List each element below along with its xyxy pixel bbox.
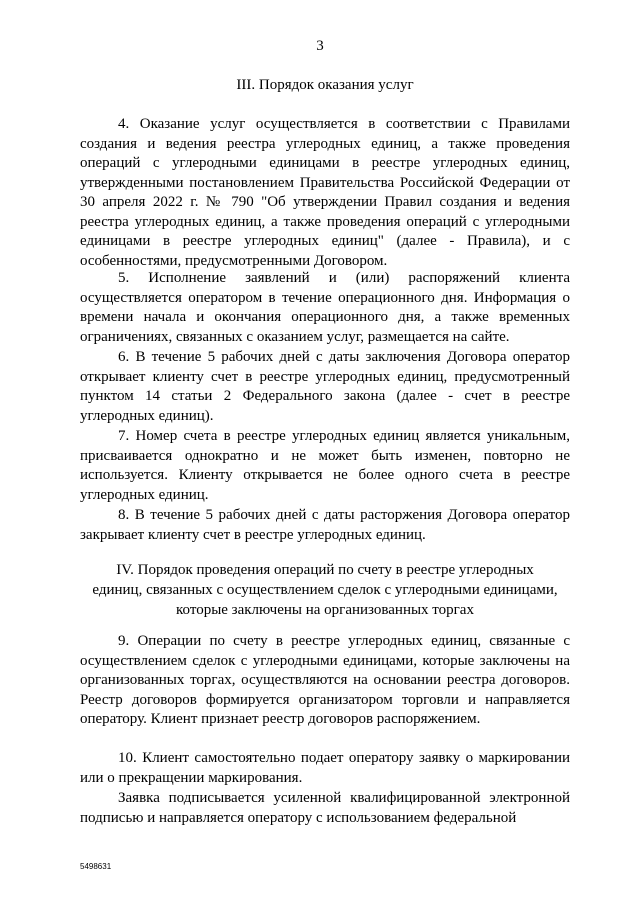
section-4-title-line-3: которые заключены на организованных торгах: [176, 602, 474, 618]
paragraph-9: 9. Операции по счету в реестре углеродных единиц, связанные с осуществлением сделок с углеродными единицами, которые заключены на организованных торгах, осуществляются на основании реестра договоров. Реестр договоров формируется организатором торговли и направляется оператору. Клиент признает реестр договоров распоряжением.: [80, 633, 570, 727]
paragraph-5: 5. Исполнение заявлений и (или) распоряжений клиента осуществляется оператором в течение операционного дня. Информация о времени начала и окончания операционного дня, а также временных ограничениях, связанных с оказанием услуг, размещается на сайте.: [80, 270, 570, 345]
paragraph-6: 6. В течение 5 рабочих дней с даты заключения Договора оператор открывает клиенту счет в реестре углеродных единиц, предусмотренный пунктом 14 статьи 2 Федерального закона (далее - счет в реестре углеродных единиц).: [80, 349, 570, 424]
paragraph-10: 10. Клиент самостоятельно подает оператору заявку о маркировании или о прекращении маркирования.: [80, 750, 570, 786]
page-number: 3: [316, 38, 324, 54]
section-4-title: [80, 560, 570, 620]
paragraph-8: 8. В течение 5 рабочих дней с даты расторжения Договора оператор закрывает клиенту счет в реестре углеродных единиц.: [80, 507, 570, 543]
section-4-title-line-1: IV. Порядок проведения операций по счету в реестре углеродных: [116, 562, 534, 578]
paragraph-7: 7. Номер счета в реестре углеродных единиц является уникальным, присваивается однократно и не может быть изменен, повторно не используется. Клиенту открывается не более одного счета в реестре углеродных единиц.: [80, 428, 570, 503]
paragraph-4: 4. Оказание услуг осуществляется в соответствии с Правилами создания и ведения реестра углеродных единиц, а также проведения операций с углеродными единицами в реестре углеродных единиц, утвержденными постановлением Правительства Российской Федерации от 30 апреля 2022 г. № 790 "Об утверждении Правил создания и ведения реестра углеродных единиц, а также проведения операций с углеродными единицами в реестре углеродных единиц" (далее - Правила), и с особенностями, предусмотренными Договором.: [80, 116, 570, 269]
document-code: 5498631: [80, 862, 112, 871]
section-4-title-line-2: единиц, связанных с осуществлением сделок с углеродными единицами,: [92, 582, 558, 598]
section-3-title: III. Порядок оказания услуг: [236, 77, 414, 93]
paragraph-request-signature: Заявка подписывается усиленной квалифицированной электронной подписью и направляется оператору с использованием федеральной: [80, 790, 570, 826]
